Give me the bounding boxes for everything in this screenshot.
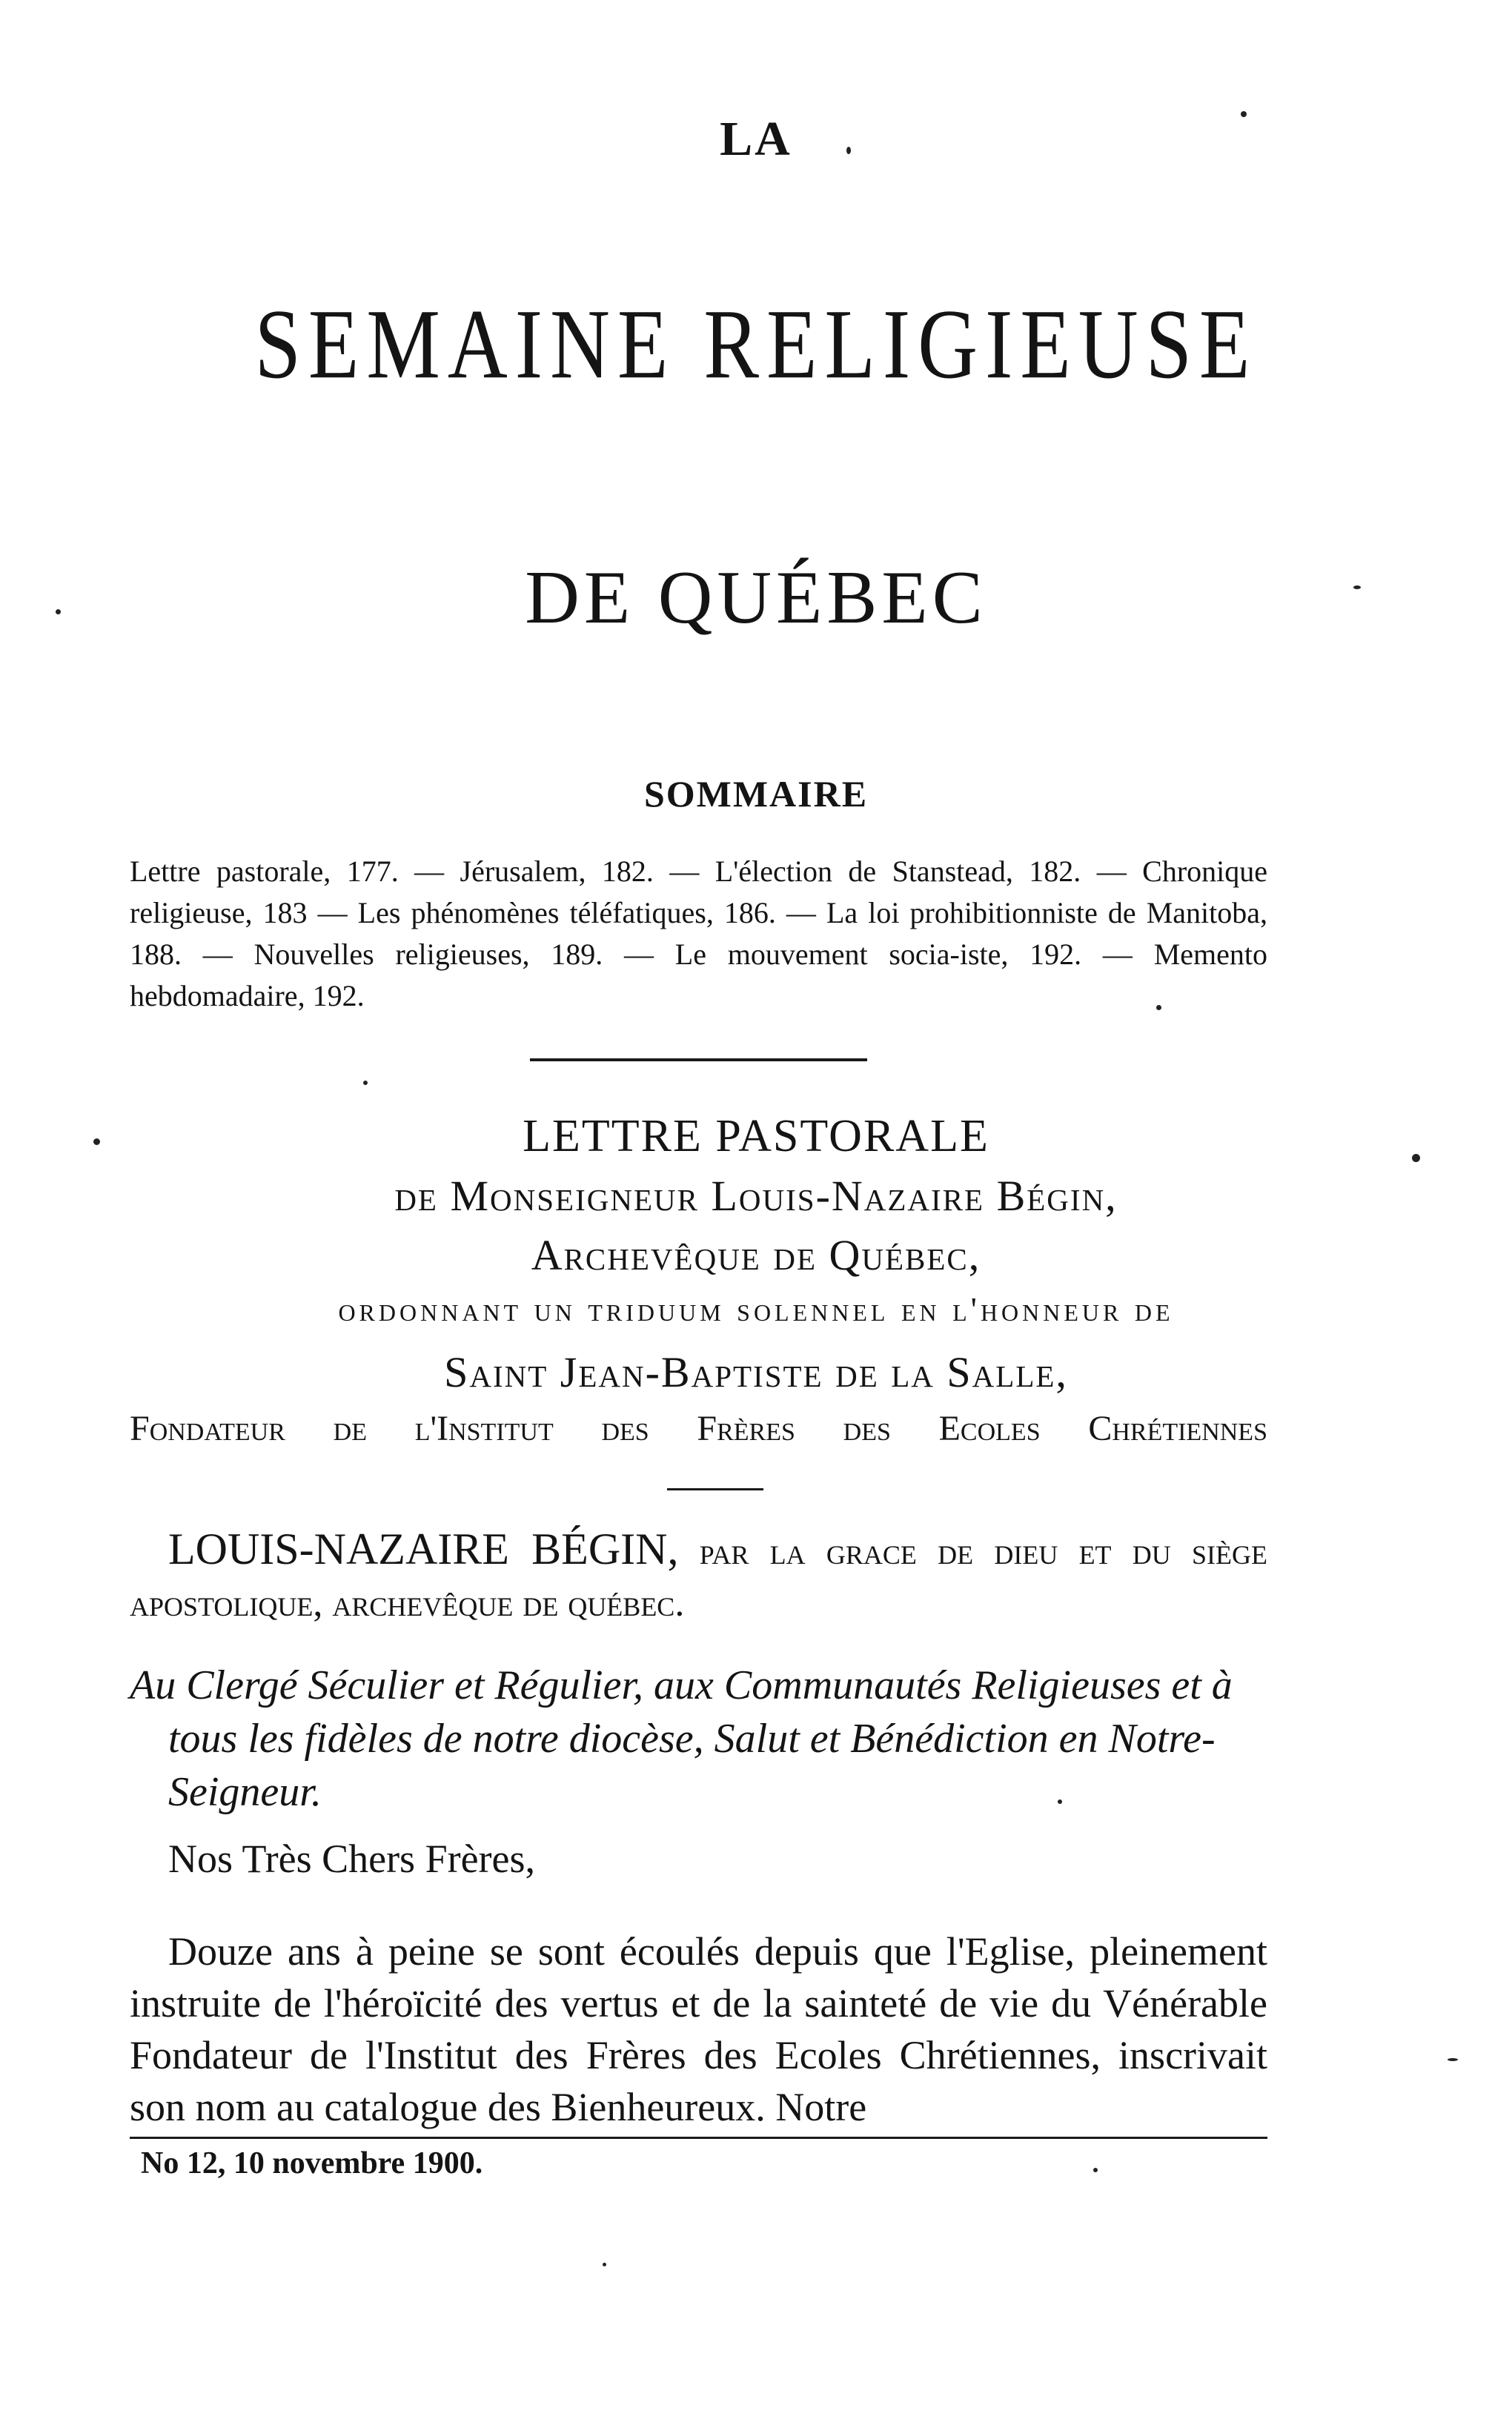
- section-divider: [530, 1058, 867, 1061]
- masthead-la: LA: [720, 112, 792, 166]
- scan-speck: [1353, 585, 1361, 589]
- intro-rest: par la grace de dieu et du siège apostolique, archevêque de québec.: [130, 1530, 1267, 1625]
- letter-subtitle-line-1: de Monseigneur Louis-Nazaire Bégin,: [394, 1172, 1118, 1220]
- footnote-divider: [130, 2137, 1267, 2139]
- salutation: Au Clergé Séculier et Régulier, aux Communautés Religieuses et à tous les fidèles de notre diocèse, Salut et Bénédiction en Notre-Seigneur.: [130, 1662, 1233, 1815]
- scan-speck: [363, 1081, 368, 1085]
- scan-speck: [1156, 1005, 1161, 1010]
- scan-speck: [56, 609, 61, 614]
- short-divider: [667, 1488, 763, 1490]
- letter-subtitle-line-5: Fondateur de l'Institut des Frères des Ecoles Chrétiennes: [130, 1409, 1267, 1448]
- scan-speck: [603, 2263, 606, 2266]
- letter-title: LETTRE PASTORALE: [523, 1111, 989, 1161]
- scan-speck: [1241, 111, 1247, 117]
- scan-speck: [1058, 1799, 1062, 1804]
- letter-subtitle-line-4: Saint Jean-Baptiste de la Salle,: [444, 1348, 1068, 1396]
- masthead-title: SEMAINE RELIGIEUSE: [254, 289, 1258, 400]
- letter-subtitle-line-2: Archevêque de Québec,: [531, 1231, 981, 1279]
- body-paragraph: Douze ans à peine se sont écoulés depuis que l'Eglise, pleinement instruite de l'héroïcité des vertus et de la sainteté de vie du Vénérable Fondateur de l'Institut des Frères des Ecoles Chrétiennes, inscrivait son nom au catalogue des Bienheureux. Notre: [130, 1929, 1267, 2129]
- scan-speck: [1448, 2058, 1458, 2061]
- scan-speck: [1093, 2168, 1098, 2172]
- intro-name: LOUIS-NAZAIRE BÉGIN,: [168, 1525, 679, 1573]
- sommaire-heading: SOMMAIRE: [643, 773, 869, 815]
- issue-footnote: No 12, 10 novembre 1900.: [141, 2146, 483, 2180]
- address-line: Nos Très Chers Frères,: [168, 1837, 536, 1881]
- sommaire-text: Lettre pastorale, 177. — Jérusalem, 182. — L'élection de Stanstead, 182. — Chronique religieuse, 183 — Les phénomènes téléfatiques, 186. — La loi prohibitionniste de Manitoba, 188. — Nouvelles religieuses, 189. — Le mouvement socia-iste, 192. — Memento hebdomadaire, 192.: [130, 855, 1267, 1012]
- letter-intro: [130, 1523, 1267, 1630]
- masthead-subtitle: DE QUÉBEC: [525, 556, 987, 640]
- scan-speck: [1412, 1154, 1420, 1162]
- letter-subtitle-line-3: ordonnant un triduum solennel en l'honneur de: [338, 1290, 1174, 1328]
- scan-speck: [846, 147, 851, 154]
- scan-speck: [93, 1138, 100, 1145]
